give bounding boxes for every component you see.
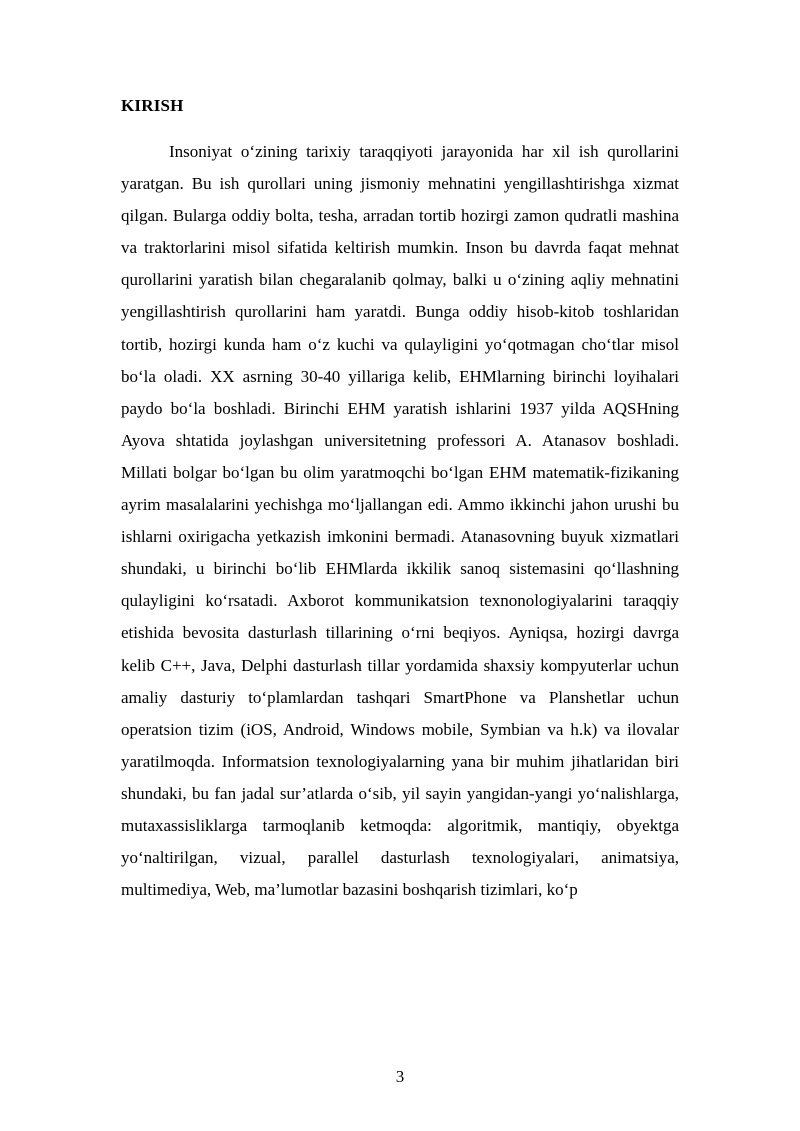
body-paragraph: Insoniyat o‘zining tarixiy taraqqiyoti jarayonida har xil ish qurollarini yaratgan. Bu ish qurollari uning jismoniy mehnatini yengillashtirishga xizmat qilgan. Bularga oddiy bolta, tesha, arradan tortib hozirgi zamon qudratli mashina va traktorlarini misol sifatida keltirish mumkin. Inson bu davrda faqat mehnat qurollarini yaratish bilan chegaralanib qolmay, balki u o‘zining aqliy mehnatini yengillashtirish qurollarini ham yaratdi. Bunga oddiy hisob-kitob toshlaridan tortib, hozirgi kunda ham o‘z kuchi va qulayligini yo‘qotmagan cho‘tlar misol bo‘la oladi. XX asrning 30-40 yillariga kelib, EHMlarning birinchi loyihalari paydo bo‘la boshladi. Birinchi EHM yaratish ishlarini 1937 yilda AQSHning Ayova shtatida joylashgan universitetning professori A. Atanasov boshladi. Millati bolgar bo‘lgan bu olim yaratmoqchi bo‘lgan EHM matematik-fizikaning ayrim masalalarini yechishga mo‘ljallangan edi. Ammo ikkinchi jahon urushi bu ishlarni oxirigacha yetkazish imkonini bermadi. Atanasovning buyuk xizmatlari shundaki, u birinchi bo‘lib EHMlarda ikkilik sanoq sistemasini qo‘llashning qulayligini ko‘rsatadi. Axborot kommunikatsion texnonologiyalarini taraqqiy etishida bevosita dasturlash tillarining o‘rni beqiyos. Ayniqsa, hozirgi davrga kelib C++, Java, Delphi dasturlash tillar yordamida shaxsiy kompyuterlar uchun amaliy dasturiy to‘plamlardan tashqari SmartPhone va Planshetlar uchun operatsion tizim (iOS, Android, Windows mobile, Symbian va h.k) va ilovalar yaratilmoqda. Informatsion texnologiyalarning yana bir muhim jihatlaridan biri shundaki, bu fan jadal sur’atlarda o‘sib, yil sayin yangidan-yangi yo‘nalishlarga, mutaxassisliklarga tarmoqlanib ketmoqda: algoritmik, mantiqiy, obyektga yo‘naltirilgan, vizual, parallel dasturlash texnologiyalari, animatsiya, multimediya, Web, ma’lumotlar bazasini boshqarish tizimlari, ko‘p	[121, 142, 679, 900]
page-number: 3	[395, 1067, 405, 1086]
section-heading: KIRISH	[121, 96, 184, 115]
